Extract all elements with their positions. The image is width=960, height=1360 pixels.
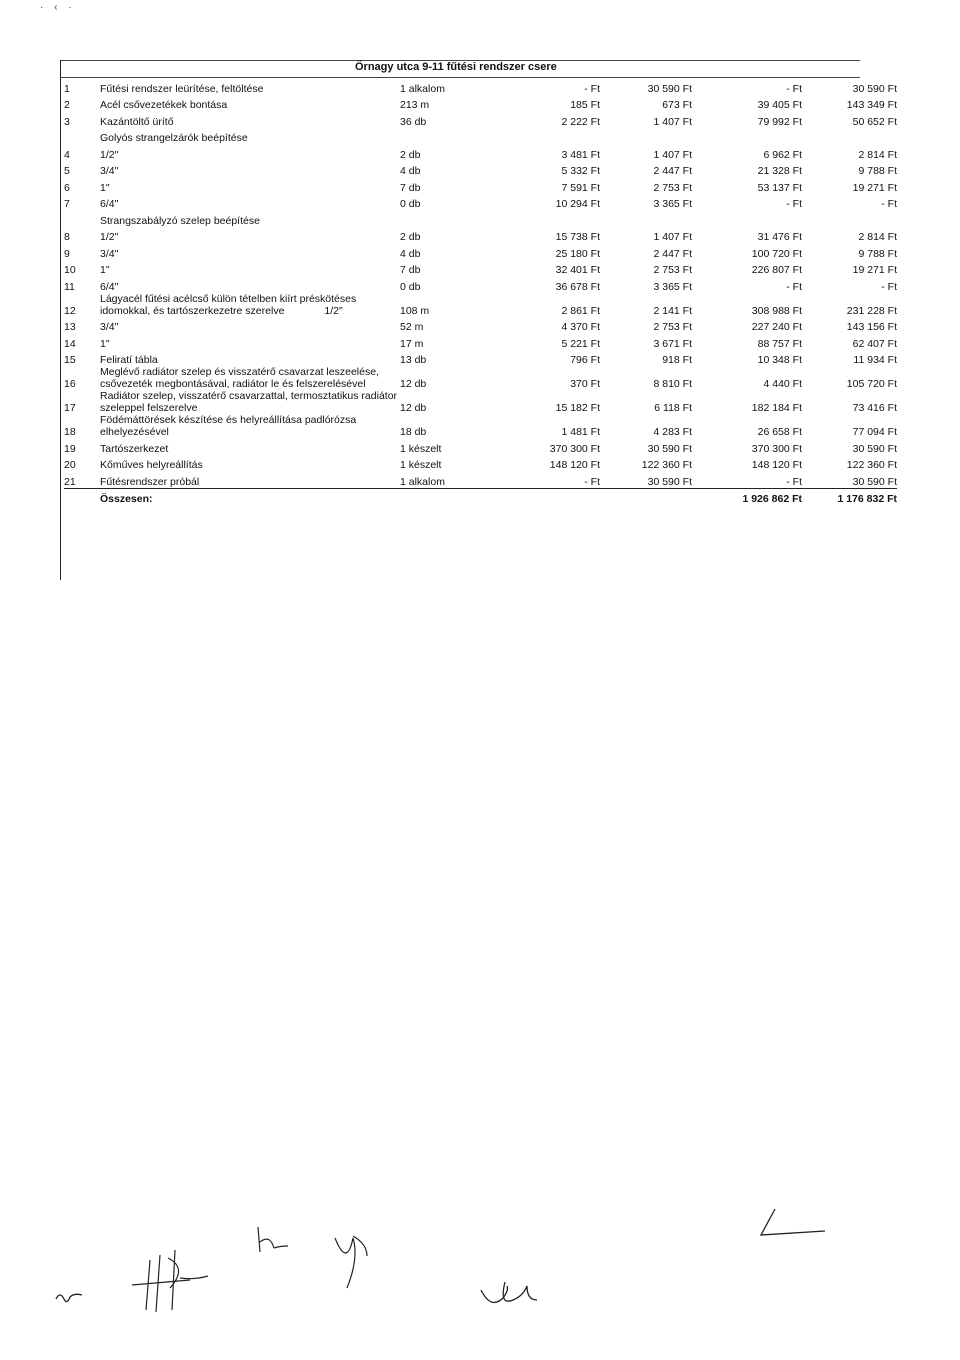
cell-c1: 15 182 Ft — [555, 402, 600, 414]
cell-qty: 0 db — [400, 280, 421, 293]
cell-desc: 1" — [100, 337, 110, 350]
cell-c2: 1 407 Ft — [653, 231, 692, 243]
cell-c3: 182 184 Ft — [751, 402, 802, 414]
cell-qty: 17 m — [400, 337, 424, 350]
table-row — [64, 260, 897, 277]
cell-desc: 1/2" — [100, 148, 119, 161]
cell-qty: 1 alkalom — [400, 471, 510, 488]
cell-c3: 100 720 Ft — [751, 247, 802, 260]
cell-desc: Feliratí tábla — [100, 354, 158, 366]
cell-c3: 31 476 Ft — [757, 231, 802, 243]
cell-qty — [400, 128, 510, 145]
table-row — [64, 177, 897, 194]
cell-c2: 3 365 Ft — [653, 280, 692, 293]
cell-desc: 1/2" — [100, 231, 119, 243]
cell-c3: 10 348 Ft — [757, 354, 802, 366]
cell-c2: 1 407 Ft — [653, 115, 692, 128]
table-row — [64, 438, 897, 455]
cell-n: 19 — [64, 442, 76, 455]
table-row — [64, 293, 897, 317]
cell-n: 3 — [64, 115, 70, 128]
cell-c3: 4 440 Ft — [763, 378, 802, 390]
cell-qty: 1 készelt — [400, 459, 442, 471]
signature-4 — [325, 1228, 385, 1303]
cell-qty: 108 m — [400, 304, 430, 317]
cell-n: 14 — [64, 337, 76, 350]
cell-n: 6 — [64, 181, 70, 194]
total-c1 — [510, 488, 600, 505]
table-row — [64, 144, 897, 161]
cell-c4: - Ft — [881, 198, 897, 210]
table-row — [64, 317, 897, 334]
cell-qty: 4 db — [400, 165, 421, 177]
cell-n: 20 — [64, 459, 76, 471]
table-row — [64, 471, 897, 488]
table-row — [64, 390, 897, 414]
cell-c4: 105 720 Ft — [846, 378, 897, 390]
total-c4: 1 176 832 Ft — [837, 493, 897, 505]
signature-6 — [755, 1205, 845, 1250]
cell-qty: 0 db — [400, 198, 421, 210]
cell-desc: 3/4" — [100, 247, 119, 260]
cell-desc: 1" — [100, 264, 110, 276]
table-row — [64, 194, 897, 211]
signature-5 — [475, 1270, 545, 1325]
cell-qty: 213 m — [400, 99, 430, 111]
cell-desc: Tartószerkezet — [100, 442, 169, 455]
cell-c3: 88 757 Ft — [757, 337, 802, 350]
cell-n: 21 — [64, 471, 100, 488]
table-row — [64, 111, 897, 128]
cell-qty: 13 db — [400, 354, 427, 366]
cell-c1: 370 300 Ft — [549, 442, 600, 455]
cell-c2: 2 753 Ft — [653, 321, 692, 333]
cell-n: 13 — [64, 321, 76, 333]
cell-c4: 9 788 Ft — [858, 165, 897, 177]
cell-desc: Kazántöltő ürítő — [100, 115, 174, 128]
cell-c4: 62 407 Ft — [852, 337, 897, 350]
cell-qty: 4 db — [400, 247, 421, 260]
cell-desc: 1" — [100, 181, 110, 194]
cell-c4: 77 094 Ft — [852, 426, 897, 438]
cell-c2: 918 Ft — [662, 354, 692, 366]
cell-n — [64, 128, 100, 145]
cell-qty: 1 alkalom — [400, 82, 445, 95]
cell-desc: Golyós strangelzárók beépítése — [100, 132, 248, 144]
cell-c4: 2 814 Ft — [858, 231, 897, 243]
cell-c4: 231 228 Ft — [846, 304, 897, 317]
cell-c3: - Ft — [786, 198, 802, 210]
cell-desc: Strangszabályzó szelep beépítése — [100, 214, 260, 227]
table-row — [64, 128, 897, 145]
cell-c4: 30 590 Ft — [852, 82, 897, 95]
cell-desc: 6/4" — [100, 280, 119, 293]
table-row — [64, 333, 897, 350]
cell-n: 10 — [64, 264, 76, 276]
table-row — [64, 350, 897, 367]
cell-c2: 6 118 Ft — [654, 402, 692, 414]
cell-c1: 370 Ft — [570, 378, 600, 390]
cell-desc: 6/4" — [100, 198, 119, 210]
cell-qty: 36 db — [400, 115, 427, 128]
table-row — [64, 161, 897, 178]
cell-c2: 3 671 Ft — [653, 337, 692, 350]
signature-1 — [52, 1285, 92, 1310]
cell-c2 — [600, 128, 692, 145]
cell-qty — [400, 210, 510, 227]
cell-desc: Acél csővezetékek bontása — [100, 99, 228, 111]
cell-desc: Fűtési rendszer leürítése, feltöltése — [100, 82, 264, 95]
cell-desc: Födémáttörések készítése és helyreállítása padlórózsa elhelyezésével — [100, 414, 357, 438]
cell-c3 — [692, 210, 802, 227]
cell-desc: Meglévő radiátor szelep és visszatérő csavarzat leszeelése, csővezeték megbontásával, radiátor le és felszerelésével — [100, 366, 379, 390]
cell-c1: - Ft — [510, 471, 600, 488]
cell-desc-size: 1/2" — [324, 304, 343, 317]
table-row — [64, 276, 897, 293]
cell-c3: - Ft — [786, 280, 802, 293]
cell-n — [64, 210, 100, 227]
cell-c1: 7 591 Ft — [561, 181, 600, 194]
cell-c4: 50 652 Ft — [852, 115, 897, 128]
cell-c2: 30 590 Ft — [600, 471, 692, 488]
cell-c3: 26 658 Ft — [757, 426, 802, 438]
cell-c4: 143 349 Ft — [846, 99, 897, 111]
cell-c4 — [802, 128, 897, 145]
cell-c2: 673 Ft — [662, 99, 692, 111]
cell-qty: 52 m — [400, 321, 424, 333]
signature-2 — [120, 1240, 220, 1325]
total-desc: Összesen: — [100, 493, 153, 505]
cell-c4: 73 416 Ft — [852, 402, 897, 414]
cell-c3: 79 992 Ft — [757, 115, 802, 128]
table-row — [64, 414, 897, 438]
cell-c1: 148 120 Ft — [549, 459, 600, 471]
cell-c2: 30 590 Ft — [647, 442, 692, 455]
cell-c1 — [510, 128, 600, 145]
cell-qty: 12 db — [400, 402, 427, 414]
cell-n: 15 — [64, 354, 76, 366]
cell-c3: 370 300 Ft — [751, 442, 802, 455]
total-c2 — [600, 488, 692, 505]
cell-n: 8 — [64, 231, 70, 243]
cell-c3: 53 137 Ft — [757, 181, 802, 194]
cell-qty: 1 készelt — [400, 442, 442, 455]
cell-qty: 2 db — [400, 231, 421, 243]
cell-c3: 21 328 Ft — [757, 165, 802, 177]
cell-desc: Fűtésrendszer próbál — [100, 471, 400, 488]
cell-c1: 5 221 Ft — [561, 337, 600, 350]
cell-c3: 227 240 Ft — [751, 321, 802, 333]
cell-n: 16 — [64, 378, 76, 390]
cell-n: 7 — [64, 198, 70, 210]
total-c3: 1 926 862 Ft — [742, 493, 802, 505]
cell-qty: 18 db — [400, 426, 427, 438]
cell-c1: 25 180 Ft — [555, 247, 600, 260]
cell-c3: 226 807 Ft — [751, 264, 802, 276]
cell-c1: 5 332 Ft — [561, 165, 600, 177]
table-row — [64, 227, 897, 244]
cell-qty: 7 db — [400, 264, 421, 276]
cell-desc: Lágyacél fűtési acélcső külön tételben kiírt préskötéses idomokkal, és tartószerkezetre szerelve 1/2" — [100, 292, 357, 317]
cell-c3: 6 962 Ft — [763, 148, 802, 161]
cell-n: 18 — [64, 426, 76, 438]
cell-c4: - Ft — [881, 280, 897, 293]
cell-c3: 148 120 Ft — [751, 459, 802, 471]
cell-c4: 19 271 Ft — [852, 264, 897, 276]
cell-desc: Kőműves helyreállítás — [100, 459, 203, 471]
total-num — [64, 488, 100, 505]
document-title: Örnagy utca 9-11 fűtési rendszer csere — [355, 61, 557, 73]
cell-c4: 2 814 Ft — [858, 148, 897, 161]
cell-c4: 30 590 Ft — [852, 442, 897, 455]
cell-c1: 2 222 Ft — [561, 115, 600, 128]
cell-n: 4 — [64, 148, 70, 161]
cell-c2: 4 283 Ft — [653, 426, 692, 438]
table-row — [64, 210, 897, 227]
cell-c1: 15 738 Ft — [555, 231, 600, 243]
cell-c4: 9 788 Ft — [858, 247, 897, 260]
cell-n: 17 — [64, 402, 76, 414]
cell-c1: 36 678 Ft — [555, 280, 600, 293]
cell-c1: 185 Ft — [570, 99, 600, 111]
cell-desc: Radiátor szelep, visszatérő csavarzattal, termosztatikus radiátor szeleppel felszerelve — [100, 390, 398, 414]
cost-table — [64, 78, 897, 505]
cell-c4 — [802, 210, 897, 227]
cell-c2: 2 141 Ft — [653, 304, 692, 317]
table-row — [64, 366, 897, 390]
cell-qty: 12 db — [400, 378, 427, 390]
table-row — [64, 95, 897, 112]
cell-n: 11 — [64, 280, 75, 293]
cell-c4: 30 590 Ft — [802, 471, 897, 488]
scan-specks: · ‹ · — [40, 2, 76, 13]
cell-c2: 30 590 Ft — [647, 82, 692, 95]
total-qty — [400, 488, 510, 505]
cell-c4: 11 934 Ft — [853, 354, 897, 366]
cell-c2: 2 753 Ft — [653, 264, 692, 276]
cell-c4: 143 156 Ft — [846, 321, 897, 333]
total-row — [64, 488, 897, 505]
cell-c2: 2 447 Ft — [653, 247, 692, 260]
cell-desc: 3/4" — [100, 165, 119, 177]
cell-c3: 308 988 Ft — [751, 304, 802, 317]
cell-c1: 2 861 Ft — [561, 304, 600, 317]
cell-c4: 122 360 Ft — [846, 459, 897, 471]
cell-c1: 10 294 Ft — [555, 198, 600, 210]
cell-n: 1 — [64, 82, 70, 95]
cell-c2 — [600, 210, 692, 227]
cell-c3: - Ft — [786, 82, 802, 95]
cell-n: 5 — [64, 165, 70, 177]
cell-c2: 122 360 Ft — [641, 459, 692, 471]
cell-c1: 3 481 Ft — [561, 148, 600, 161]
cell-c1: 32 401 Ft — [555, 264, 600, 276]
cell-n: 9 — [64, 247, 70, 260]
cell-n: 2 — [64, 99, 70, 111]
cell-n: 12 — [64, 304, 76, 317]
cell-qty: 7 db — [400, 181, 421, 194]
cell-c1: - Ft — [584, 82, 600, 95]
cell-c3 — [692, 128, 802, 145]
cell-c3: 39 405 Ft — [757, 99, 802, 111]
cell-c2: 2 447 Ft — [653, 165, 692, 177]
cell-c4: 19 271 Ft — [852, 181, 897, 194]
cell-c1: 4 370 Ft — [561, 321, 600, 333]
table-row — [64, 78, 897, 95]
cell-c1: 796 Ft — [570, 354, 600, 366]
cell-c1: 1 481 Ft — [561, 426, 600, 438]
cell-c3: - Ft — [692, 471, 802, 488]
cell-c2: 3 365 Ft — [653, 198, 692, 210]
cell-desc: 3/4" — [100, 321, 119, 333]
table-row — [64, 243, 897, 260]
cell-c2: 8 810 Ft — [653, 378, 692, 390]
signature-3 — [250, 1222, 310, 1267]
cell-c1 — [510, 210, 600, 227]
cell-qty: 2 db — [400, 148, 421, 161]
cell-c2: 2 753 Ft — [653, 181, 692, 194]
table-row — [64, 455, 897, 472]
cell-c2: 1 407 Ft — [653, 148, 692, 161]
